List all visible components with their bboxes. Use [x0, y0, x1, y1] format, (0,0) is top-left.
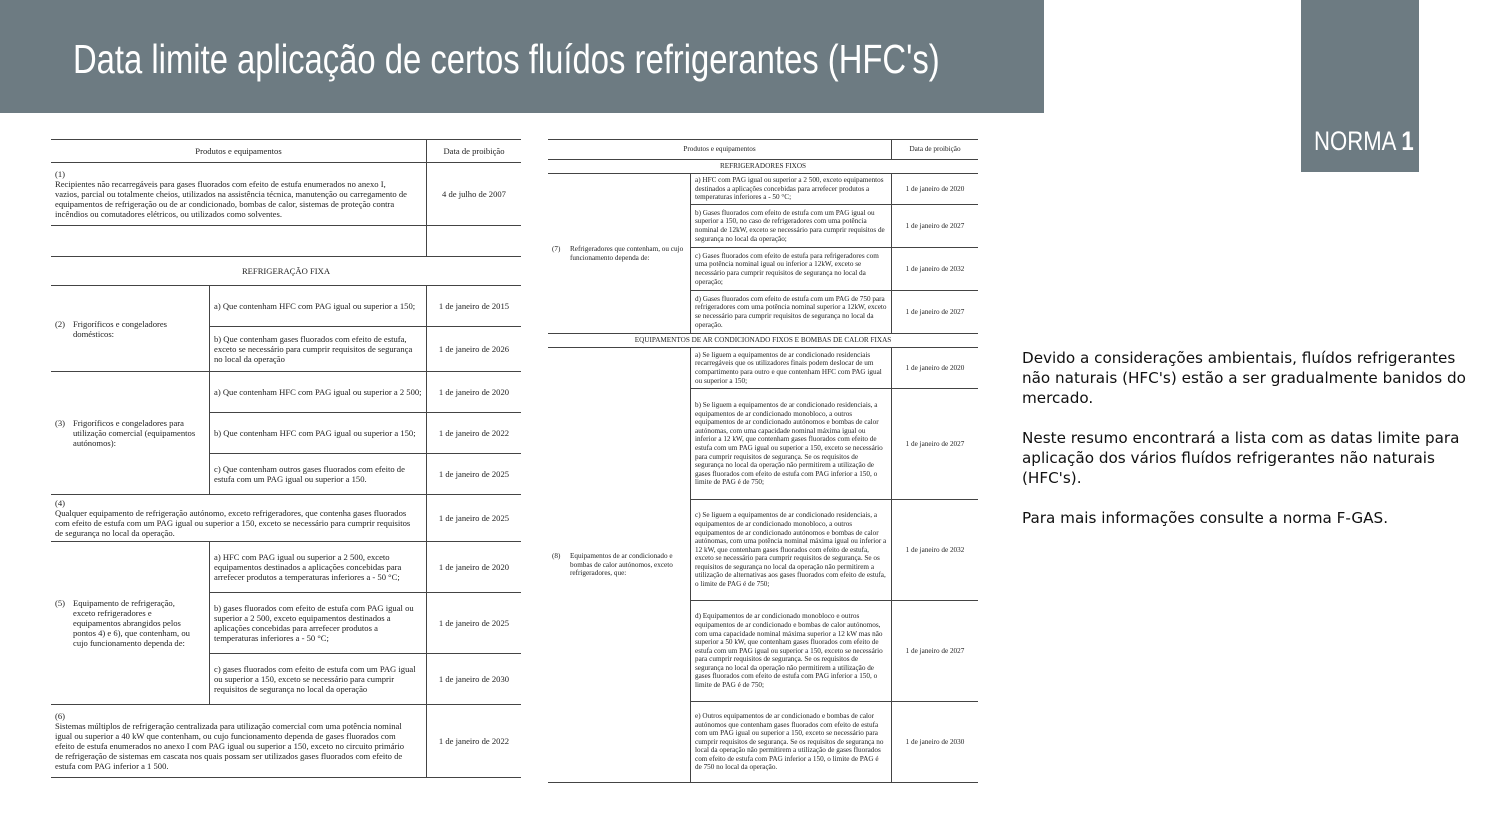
item-sub-a: a) HFC com PAG igual ou superior a 2 500, exceto equipamentos destinados a aplicações concebidas para arrefecer produtos a temperaturas inferiores a - 50 °C; [210, 542, 427, 593]
norma-badge [1301, 0, 1419, 172]
regulation-table-left [51, 139, 521, 778]
item-date: 1 de janeiro de 2025 [427, 454, 522, 495]
section-row [51, 257, 521, 286]
item-number: (1) [55, 169, 66, 179]
item-label: Equipamento de refrigeração, exceto refrigeradores e equipamentos abrangidos pelos pontos 4) e 6), que contenham, ou cujo funcionamento dependa de: [73, 598, 190, 648]
item-date: 1 de janeiro de 2027 [892, 291, 979, 334]
item-sub-c: c) gases fluorados com efeito de estufa com um PAG igual ou superior a 150, exceto se necessário para cumprir requisitos de segurança no local da operação [210, 654, 427, 705]
item-sub-b: b) gases fluorados com efeito de estufa com PAG igual ou superior a 2 500, exceto equipamentos destinados a aplicações concebidas para arrefecer produtos a temperaturas inferiores a - 50 °C; [210, 593, 427, 654]
item-date: 1 de janeiro de 2022 [427, 413, 522, 454]
item-number: (2) [55, 318, 66, 329]
header-products: Produtos e equipamentos [51, 140, 427, 163]
item-date: 1 de janeiro de 2027 [892, 389, 979, 500]
item-date: 1 de janeiro de 2015 [427, 286, 522, 327]
norma-text: NORMA [1314, 126, 1396, 156]
item-sub-e: e) Outros equipamentos de ar condicionado e bombas de calor autónomos que contenham gases fluorados com efeito de estufa com um PAG igual ou superior a 150, exceto se necessário para cumprir requisitos de segurança. Se os requisitos de segurança no local da operação não permitirem a utilização de gases fluorados com efeito de estufa com PAG inferior a 150, o limite de PAG é de 750 no local da operação. [691, 702, 892, 783]
item-date: 1 de janeiro de 2025 [427, 495, 522, 542]
item-date: 1 de janeiro de 2026 [427, 327, 522, 372]
description-paragraph: Neste resumo encontrará a lista com as datas limite para aplicação dos vários fluídos refrigerantes não naturais (HFC's). [1022, 429, 1460, 487]
table-row [548, 348, 978, 389]
table-header-row [548, 140, 978, 160]
item-sub-c: c) Se liguem a equipamentos de ar condicionado residenciais, a equipamentos de ar condicionado monobloco, a outros equipamentos de ar condicionado autónomos e bombas de calor autónomas, com uma potência nominal máxima igual ou inferior a 12 kW, que contenham gases fluorados com efeito de estufa, exceto se necessário para cumprir requisitos de segurança. Se os requisitos de segurança no local da operação não permitirem a utilização de alternativas aos gases fluorados com efeito de estufa, o limite de PAG é de 750; [691, 500, 892, 601]
section-row [548, 160, 978, 174]
item-sub-a: a) Que contenham HFC com PAG igual ou superior a 150; [210, 286, 427, 327]
item-date: 1 de janeiro de 2032 [892, 248, 979, 291]
item-date: 1 de janeiro de 2027 [892, 205, 979, 248]
item-date: 1 de janeiro de 2020 [892, 174, 979, 205]
item-number: (6) [55, 711, 66, 721]
item-date: 1 de janeiro de 2020 [892, 348, 979, 389]
page-title: Data limite aplicação de certos fluídos refrigerantes (HFC's) [73, 36, 940, 82]
item-number: (3) [55, 418, 66, 428]
item-label: Refrigeradores que contenham, ou cujo funcionamento dependa de: [570, 244, 684, 262]
item-sub-b: b) Que contenham gases fluorados com efeito de estufa, exceto se necessário para cumprir requisitos de segurança no local da operação [210, 327, 427, 372]
item-sub-c: c) Que contenham outros gases fluorados com efeito de estufa com um PAG igual ou superior a 150. [210, 454, 427, 495]
item-date: 1 de janeiro de 2020 [427, 372, 522, 413]
item-text: Recipientes não recarregáveis para gases fluorados com efeito de estufa enumerados no anexo I, vazios, parcial ou totalmente cheios, utilizados na assistência técnica, manutenção ou carregamento de equipamentos de refrigeração ou de ar condicionado, bombas de calor, sistemas de proteção contra incêndios ou comutadores elétricos, ou utilizados como solventes. [55, 179, 407, 219]
item-sub-a: a) Se liguem a equipamentos de ar condicionado residenciais recarregáveis que os utilizadores finais podem deslocar de um compartimento para outro e que contenham HFC com PAG igual ou superior a 150; [691, 348, 892, 389]
regulation-table-right [548, 139, 978, 783]
item-sub-b: b) Se liguem a equipamentos de ar condicionado residenciais, a equipamentos de ar condicionado monobloco, a outros equipamentos de ar condicionado autónomos e bombas de calor autónomas, com uma capacidade nominal máxima igual ou inferior a 12 kW, que contenham gases fluorados com efeito de estufa com um PAG igual ou superior a 150, exceto se necessário para cumprir requisitos de segurança. Se os requisitos de segurança no local da operação não permitirem a utilização de gases fluorados com efeito de estufa com PAG inferior a 150, o limite de PAG é de 750; [691, 389, 892, 500]
table-row [51, 705, 521, 778]
description-paragraph: Para mais informações consulte a norma F-GAS. [1022, 509, 1389, 527]
item-date: 1 de janeiro de 2030 [892, 702, 979, 783]
item-sub-d: d) Gases fluorados com efeito de estufa com um PAG de 750 para refrigeradores com uma potência nominal superior a 12kW, exceto se necessário para cumprir requisitos de segurança no local da operação. [691, 291, 892, 334]
table-header-row [51, 140, 521, 163]
description-paragraph: Devido a considerações ambientais, fluídos refrigerantes não naturais (HFC's) estão a ser gradualmente banidos do mercado. [1022, 349, 1466, 407]
item-sub-c: c) Gases fluorados com efeito de estufa para refrigeradores com uma potência nominal igual ou inferior a 12kW, exceto se necessário para cumprir requisitos de segurança no local da operação; [691, 248, 892, 291]
description-panel [1022, 348, 1472, 548]
section-title: REFRIGERAÇÃO FIXA [51, 257, 521, 286]
table-row [51, 286, 521, 327]
table-row [51, 495, 521, 542]
item-label: Frigoríficos e congeladores para utilização comercial (equipamentos autónomos): [73, 418, 196, 448]
item-number: (4) [55, 498, 66, 508]
header-date: Data de proibição [427, 140, 522, 163]
item-date: 1 de janeiro de 2025 [427, 593, 522, 654]
table-row [548, 174, 978, 205]
item-sub-a: a) Que contenham HFC com PAG igual ou superior a 2 500; [210, 372, 427, 413]
item-date: 1 de janeiro de 2022 [427, 705, 522, 778]
item-sub-d: d) Equipamentos de ar condicionado monobloco e outros equipamentos de ar condicionado e bombas de calor autónomos, com uma capacidade nominal máxima superior a 12 kW mas não superior a 50 kW, que contenham gases fluorados com efeito de estufa com um PAG igual ou superior a 150, exceto se necessário para cumprir requisitos de segurança. Se os requisitos de segurança no local da operação não permitirem a utilização de gases fluorados com efeito de estufa com PAG inferior a 150, o limite de PAG é de 750; [691, 601, 892, 702]
item-number: (7) [552, 244, 561, 253]
item-number: (5) [55, 598, 66, 608]
title-banner [0, 0, 1044, 113]
item-date: 4 de julho de 2007 [427, 163, 522, 226]
norma-label [1314, 126, 1414, 157]
section-row [548, 334, 978, 348]
section-title: REFRIGERADORES FIXOS [548, 160, 978, 174]
header-date: Data de proibição [892, 140, 979, 160]
header-products: Produtos e equipamentos [548, 140, 892, 160]
item-sub-a: a) HFC com PAG igual ou superior a 2 500, exceto equipamentos destinados a aplicações concebidas para arrefecer produtos a temperaturas inferiores a - 50 °C; [691, 174, 892, 205]
norma-number: 1 [1401, 126, 1414, 156]
item-sub-b: b) Que contenham HFC com PAG igual ou superior a 150; [210, 413, 427, 454]
table-row [51, 542, 521, 593]
item-text: Qualquer equipamento de refrigeração autónomo, exceto refrigeradores, que contenha gases fluorados com efeito de estufa com um PAG igual ou superior a 150, exceto se necessário para cumprir requisitos de segurança no local da operação. [55, 508, 411, 538]
item-sub-b: b) Gases fluorados com efeito de estufa com um PAG igual ou superior a 150, no caso de refrigeradores com uma potência nominal de 12kW, exceto se necessário para cumprir requisitos de segurança no local da operação; [691, 205, 892, 248]
item-text: Sistemas múltiplos de refrigeração centralizada para utilização comercial com uma potência nominal igual ou superior a 40 kW que contenham, ou cujo funcionamento dependa de gases fluorados com efeito de estufa enumerados no anexo I com PAG igual ou superior a 150, exceto no circuito primário de refrigeração de sistemas em cascata nos quais possam ser utilizados gases fluorados com efeito de estufa com PAG inferior a 1 500. [55, 721, 405, 771]
item-label: Frigoríficos e congeladores domésticos: [73, 318, 168, 339]
table-row [51, 372, 521, 413]
item-date: 1 de janeiro de 2032 [892, 500, 979, 601]
section-title: EQUIPAMENTOS DE AR CONDICIONADO FIXOS E BOMBAS DE CALOR FIXAS [548, 334, 978, 348]
table-row [51, 163, 521, 226]
item-date: 1 de janeiro de 2030 [427, 654, 522, 705]
item-date: 1 de janeiro de 2027 [892, 601, 979, 702]
item-date: 1 de janeiro de 2020 [427, 542, 522, 593]
spacer-row [51, 226, 521, 257]
item-label: Equipamentos de ar condicionado e bombas de calor autónomos, exceto refrigeradores, que: [570, 552, 673, 578]
item-number: (8) [552, 552, 561, 561]
